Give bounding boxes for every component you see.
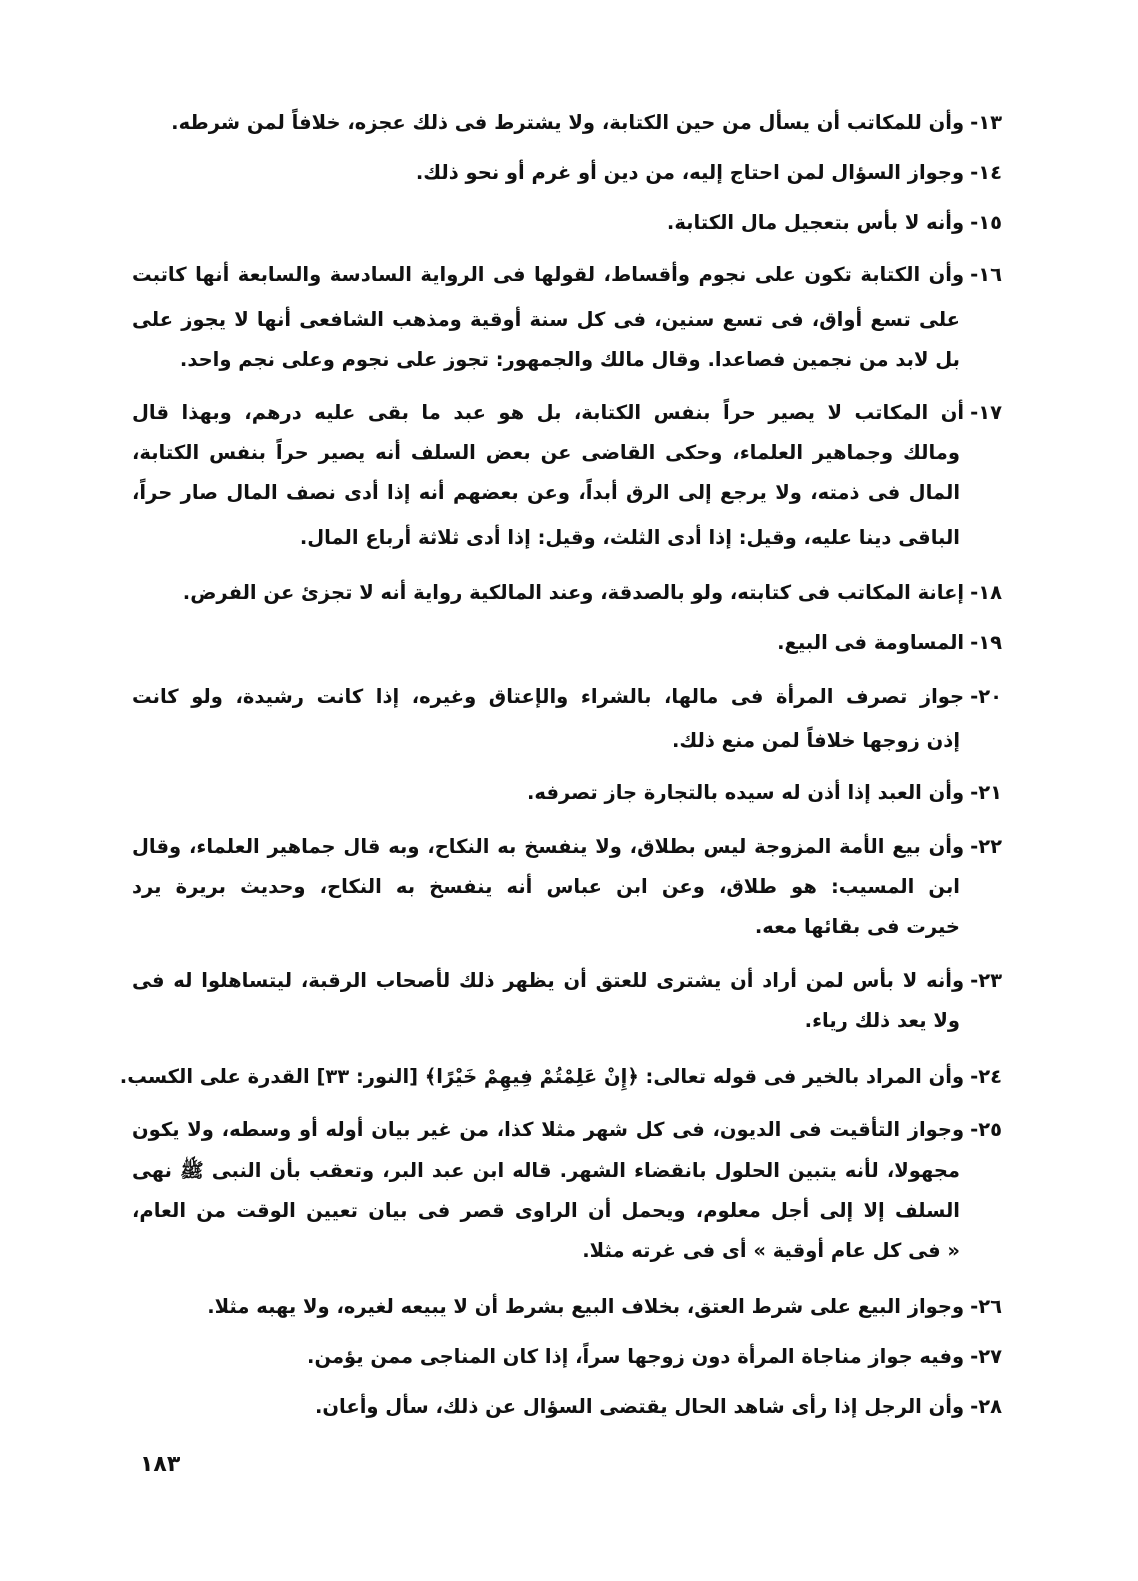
item-number: ١٩- xyxy=(970,631,1002,654)
item-text: ابن المسيب: هو طلاق، وعن ابن عباس أنه ينفسخ به النكاح، وحديث بريرة يرد xyxy=(132,875,960,898)
list-item xyxy=(132,832,1002,862)
item-text: وجواز السؤال لمن احتاج إليه، من دين أو غرم أو نحو ذلك. xyxy=(415,161,965,184)
list-item xyxy=(171,108,1002,138)
item-number: ١٥- xyxy=(970,211,1002,234)
item-text: وجواز التأقيت فى الديون، فى كل شهر مثلا كذا، من غير بيان أوله أو وسطه، ولا يكون xyxy=(132,1118,965,1141)
item-text: الباقى دينا عليه، وقيل: إذا أدى الثلث، وقيل: إذا أدى ثلاثة أرباع المال. xyxy=(299,526,960,549)
item-number: ٢٦- xyxy=(970,1295,1002,1318)
list-item xyxy=(527,778,1002,808)
list-item-continuation xyxy=(132,305,960,335)
item-text: خيرت فى بقائها معه. xyxy=(754,915,960,938)
item-text: وأن بيع الأمة المزوجة ليس بطلاق، ولا ينفسخ به النكاح، وبه قال جماهير العلماء، وقال xyxy=(132,835,965,858)
list-item xyxy=(132,1115,1002,1145)
list-item-continuation xyxy=(132,438,960,468)
item-number: ٢٠- xyxy=(970,685,1002,708)
list-item xyxy=(132,260,1002,290)
item-number: ١٦- xyxy=(970,263,1002,286)
item-text: وأن الكتابة تكون على نجوم وأقساط، لقولها فى الرواية السادسة والسابعة أنها كاتبت xyxy=(132,263,965,286)
item-number: ١٤- xyxy=(970,161,1002,184)
item-text: وأنه لا بأس بتعجيل مال الكتابة. xyxy=(666,211,965,234)
list-item-continuation xyxy=(805,1006,960,1036)
list-item xyxy=(120,1062,1002,1092)
list-item xyxy=(315,1392,1002,1422)
item-text: وأن للمكاتب أن يسأل من حين الكتابة، ولا يشترط فى ذلك عجزه، خلافاً لمن شرطه. xyxy=(171,111,965,134)
list-item xyxy=(132,398,1002,428)
item-text: وأنه لا بأس لمن أراد أن يشترى للعتق أن يظهر ذلك لأصحاب الرقبة، ليتساهلوا له فى xyxy=(132,969,965,992)
list-item-continuation xyxy=(755,912,960,942)
list-item-continuation xyxy=(132,1196,960,1226)
item-text: أن المكاتب لا يصير حراً بنفس الكتابة، بل هو عبد ما بقى عليه درهم، وبهذا قال xyxy=(132,401,965,424)
item-text: ولا يعد ذلك رياء. xyxy=(804,1009,960,1032)
item-number: ٢٧- xyxy=(970,1345,1002,1368)
list-item-continuation xyxy=(582,1236,960,1266)
item-text: وأن المراد بالخير فى قوله تعالى: ﴿إِنْ عَلِمْتُمْ فِيهِمْ خَيْرًا﴾ [النور: ٣٣] القدرة على الكسب. xyxy=(119,1065,965,1088)
list-item-continuation xyxy=(300,523,960,553)
item-text: إذن زوجها خلافاً لمن منع ذلك. xyxy=(671,729,960,752)
item-number: ١٧- xyxy=(970,401,1002,424)
list-item-continuation xyxy=(132,1156,960,1186)
list-item xyxy=(667,208,1002,238)
item-text: وأن العبد إذا أذن له سيده بالتجارة جاز تصرفه. xyxy=(527,781,965,804)
list-item-continuation xyxy=(132,872,960,902)
page-number: ١٨٣ xyxy=(140,1452,181,1477)
item-number: ٢٨- xyxy=(970,1395,1002,1418)
item-number: ٢٣- xyxy=(970,969,1002,992)
item-text: على تسع أواق، فى تسع سنين، فى كل سنة أوقية ومذهب الشافعى أنها لا يجوز على xyxy=(132,308,960,331)
item-text: المال فى ذمته، ولا يرجع إلى الرق أبداً، وعن بعضهم أنه إذا أدى نصف المال صار حراً، xyxy=(132,481,960,504)
item-text: إعانة المكاتب فى كتابته، ولو بالصدقة، وعند المالكية رواية أنه لا تجزئ عن الفرض. xyxy=(182,581,965,604)
item-number: ١٣- xyxy=(970,111,1002,134)
item-text: جواز تصرف المرأة فى مالها، بالشراء والإعتاق وغيره، إذا كانت رشيدة، ولو كانت xyxy=(132,685,965,708)
item-text: السلف إلا إلى أجل معلوم، ويحمل أن الراوى قصر فى بيان تعيين الوقت من العام، xyxy=(132,1199,960,1222)
list-item xyxy=(132,682,1002,712)
list-item-continuation xyxy=(180,345,960,375)
item-text: بل لابد من نجمين فصاعدا. وقال مالك والجمهور: تجوز على نجوم وعلى نجم واحد. xyxy=(179,348,960,371)
item-number: ٢١- xyxy=(970,781,1002,804)
list-item xyxy=(132,966,1002,996)
list-item xyxy=(183,578,1002,608)
item-text: « فى كل عام أوقية » أى فى غرته مثلا. xyxy=(582,1239,960,1262)
item-number: ٢٢- xyxy=(970,835,1002,858)
list-item-continuation xyxy=(132,478,960,508)
item-text: وفيه جواز مناجاة المرأة دون زوجها سراً، إذا كان المناجى ممن يؤمن. xyxy=(307,1345,965,1368)
list-item xyxy=(207,1292,1002,1322)
item-text: ومالك وجماهير العلماء، وحكى القاضى عن بعض السلف أنه يصير حراً بنفس الكتابة، xyxy=(132,441,960,464)
item-text: وجواز البيع على شرط العتق، بخلاف البيع بشرط أن لا يبيعه لغيره، ولا يهبه مثلا. xyxy=(207,1295,965,1318)
item-text: مجهولا، لأنه يتبين الحلول بانقضاء الشهر. قاله ابن عبد البر، وتعقب بأن النبى ﷺ نهى xyxy=(132,1159,960,1182)
list-item xyxy=(307,1342,1002,1372)
item-number: ٢٤- xyxy=(970,1065,1002,1088)
list-item-continuation xyxy=(672,726,960,756)
item-number: ٢٥- xyxy=(970,1118,1002,1141)
list-item xyxy=(777,628,1002,658)
item-text: وأن الرجل إذا رأى شاهد الحال يقتضى السؤال عن ذلك، سأل وأعان. xyxy=(315,1395,965,1418)
item-number: ١٨- xyxy=(970,581,1002,604)
list-item xyxy=(416,158,1002,188)
item-text: المساومة فى البيع. xyxy=(777,631,965,654)
